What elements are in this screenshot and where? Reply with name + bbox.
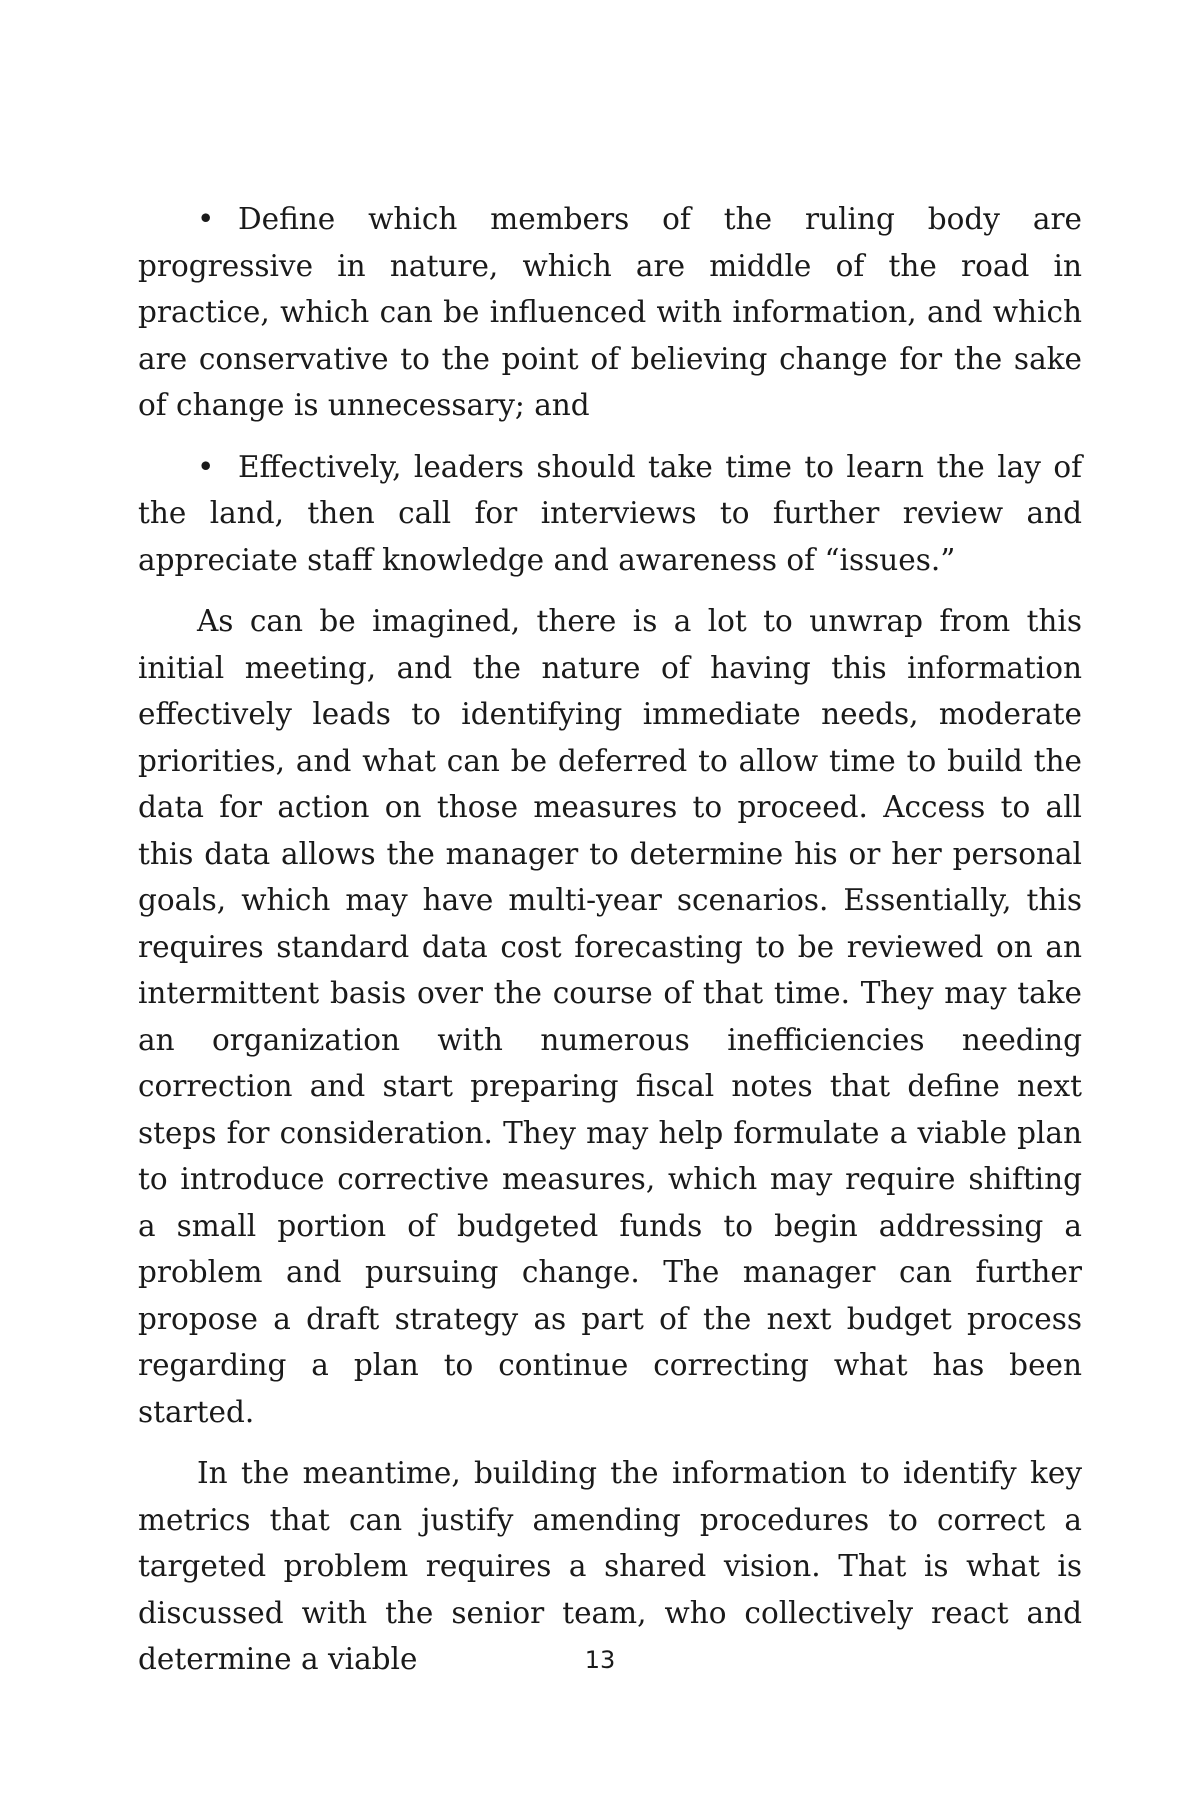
paragraph: In the meantime, building the information to identify key metrics that can justify amending procedures to correct a targeted problem requires a shared vision. That is what is discussed with the senior team, who collectively react and determine a viable: [138, 1456, 1082, 1676]
bullet-item: [138, 196, 1082, 429]
body-text: [138, 196, 1082, 1683]
bullet-item: [138, 444, 1082, 584]
bullet-text: Define which members of the ruling body are progressive in nature, which are middle of the road in practice, which can be influenced with information, and which are conservative to the point of believing change for the sake of change is unnecessary; and: [138, 202, 1082, 422]
bullet-marker: •: [197, 449, 215, 484]
page-number: 13: [584, 1646, 616, 1674]
bullet-text: Effectively, leaders should take time to learn the lay of the land, then call for interviews to further review and appreciate staff knowledge and awareness of “issues.”: [138, 449, 1082, 577]
paragraph: As can be imagined, there is a lot to unwrap from this initial meeting, and the nature of having this information effectively leads to identifying immediate needs, moderate priorities, and what can be deferred to allow time to build the data for action on those measures to proceed. Access to all this data allows the manager to determine his or her personal goals, which may have multi-year scenarios. Essentially, this requires standard data cost forecasting to be reviewed on an intermittent basis over the course of that time. They may take an organization with numerous inefficiencies needing correction and start preparing fiscal notes that define next steps for consideration. They may help formulate a viable plan to introduce corrective measures, which may require shifting a small portion of budgeted funds to begin addressing a problem and pursuing change. The manager can further propose a draft strategy as part of the next budget process regarding a plan to continue correcting what has been started.: [138, 604, 1082, 1429]
bullet-marker: •: [197, 202, 215, 236]
